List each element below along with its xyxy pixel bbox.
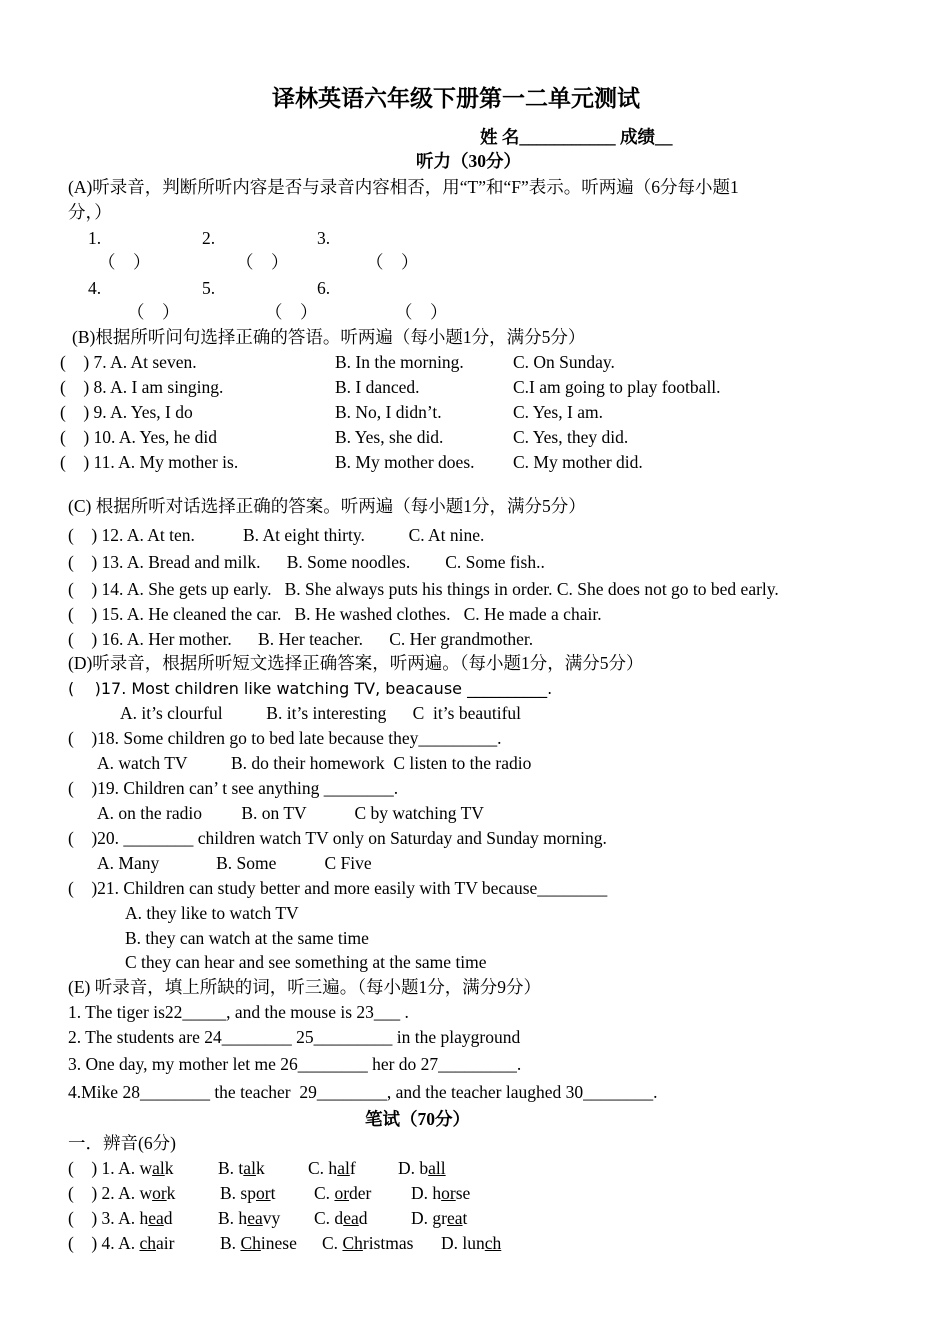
question-13: ( ) 13. A. Bread and milk. B. Some noodles. C. Some fish.. [68, 552, 545, 572]
q3-c-rest: d [358, 1208, 368, 1228]
answer-paren: （ ） [98, 252, 151, 272]
q4-d-prefix: D. lun [441, 1233, 485, 1253]
q2-c-rest: der [349, 1183, 372, 1203]
q2-a-sound: or [152, 1183, 167, 1203]
q1-b-prefix: B. t [218, 1158, 244, 1178]
q3-b-rest: vy [262, 1208, 281, 1228]
question-17-options: A. it’s clourful B. it’s interesting C it’s beautiful [120, 703, 522, 723]
q4-b-prefix: B. [220, 1233, 241, 1253]
question-8-option-b: B. I danced. [335, 377, 420, 397]
question-17 [68, 677, 552, 700]
q4-b-rest: inese [260, 1233, 297, 1253]
q2-b-sound: or [255, 1183, 271, 1203]
q1-b-sound: al [243, 1158, 256, 1178]
question-7-option-b: B. In the morning. [335, 352, 464, 372]
q2-d-sound: or [441, 1183, 456, 1203]
q4-d-sound: ch [484, 1233, 502, 1253]
question-8-option-c: C.I am going to play football. [513, 377, 721, 397]
fill-line-2: 2. The students are 24________ 25_________ in the playground [68, 1027, 521, 1047]
q1-prefix: ( ) 1. A. w [68, 1158, 153, 1178]
question-8: ( ) 8. A. I am singing. [60, 377, 224, 397]
q1-c-rest: f [349, 1158, 356, 1178]
q2-prefix: ( ) 2. A. w [68, 1183, 153, 1203]
question-21-option-b: B. they can watch at the same time [125, 928, 369, 948]
question-20-options: A. Many B. Some C Five [97, 853, 372, 873]
q3-b-sound: ea [247, 1208, 263, 1228]
question-9-option-b: B. No, I didn’t. [335, 402, 442, 422]
question-16: ( ) 16. A. Her mother. B. Her teacher. C. Her grandmother. [68, 629, 534, 649]
phonics-q3-option-b [218, 1207, 280, 1229]
phonics-question-4 [68, 1232, 174, 1254]
q2-c-sound: or [334, 1183, 350, 1203]
question-9: ( ) 9. A. Yes, I do [60, 402, 193, 422]
phonics-q1-option-b [218, 1157, 265, 1179]
phonics-q3-option-c [314, 1207, 367, 1229]
answer-paren: （ ） [395, 302, 448, 322]
q1-a-sound: al [152, 1158, 165, 1178]
phonics-question-1 [68, 1157, 173, 1179]
question-9-option-c: C. Yes, I am. [513, 402, 603, 422]
phonics-q2-option-d [411, 1182, 470, 1204]
question-7-option-c: C. On Sunday. [513, 352, 615, 372]
phonics-question-2 [68, 1182, 175, 1204]
phonics-q1-option-d [398, 1157, 446, 1179]
q3-d-prefix: D. gr [411, 1208, 447, 1228]
page-title: 译林英语六年级下册第一二单元测试 [272, 86, 640, 111]
question-18-options: A. watch TV B. do their homework C listen to the radio [97, 753, 532, 773]
item-number: 1. [88, 228, 102, 248]
phonics-q4-option-d [441, 1232, 501, 1254]
item-number: 5. [202, 278, 216, 298]
phonics-q4-option-c [322, 1232, 413, 1254]
section-1-heading: 一．辨音(6分) [68, 1133, 176, 1153]
question-18: ( )18. Some children go to bed late because they_________. [68, 728, 502, 748]
question-11-option-c: C. My mother did. [513, 452, 643, 472]
answer-paren: （ ） [366, 252, 419, 272]
q1-c-sound: al [337, 1158, 350, 1178]
item-number: 3. [317, 228, 331, 248]
q3-prefix: ( ) 3. A. h [68, 1208, 149, 1228]
question-14: ( ) 14. A. She gets up early. B. She always puts his things in order. C. She does not go to bed early. [68, 579, 779, 599]
item-number: 4. [88, 278, 102, 298]
listening-heading: 听力（30分） [416, 151, 521, 171]
q4-a-rest: air [155, 1233, 175, 1253]
q3-a-sound: ea [148, 1208, 164, 1228]
q3-c-prefix: C. d [314, 1208, 344, 1228]
phonics-q4-option-b [220, 1232, 297, 1254]
q4-prefix: ( ) 4. A. [68, 1233, 140, 1253]
question-20: ( )20. ________ children watch TV only on Saturday and Sunday morning. [68, 828, 607, 848]
q1-a-rest: k [164, 1158, 174, 1178]
answer-paren: （ ） [236, 252, 289, 272]
phonics-q1-option-c [308, 1157, 356, 1179]
q3-d-rest: t [462, 1208, 468, 1228]
q4-c-rest: ristmas [362, 1233, 414, 1253]
q4-a-sound: ch [139, 1233, 156, 1253]
answer-paren: （ ） [265, 302, 318, 322]
q2-b-prefix: B. sp [220, 1183, 256, 1203]
phonics-q2-option-c [314, 1182, 371, 1204]
section-e-instruction: (E) 听录音，填上所缺的词，听三遍。（每小题1分，满分9分） [68, 977, 541, 997]
q4-b-sound: Ch [240, 1233, 261, 1253]
fill-line-3: 3. One day, my mother let me 26________ her do 27_________. [68, 1054, 522, 1074]
q3-b-prefix: B. h [218, 1208, 248, 1228]
name-score-line: 姓 名___________ 成绩__ [480, 127, 673, 147]
question-10-option-b: B. Yes, she did. [335, 427, 444, 447]
q3-a-rest: d [163, 1208, 173, 1228]
fill-line-1: 1. The tiger is22_____, and the mouse is 23___ . [68, 1002, 409, 1022]
phonics-question-3 [68, 1207, 173, 1229]
question-21-option-a: A. they like to watch TV [125, 903, 299, 923]
q3-d-sound: ea [446, 1208, 463, 1228]
question-17-text: ( )17. Most children like watching TV, beacause __________. [68, 679, 553, 698]
fill-line-4: 4.Mike 28________ the teacher 29________, and the teacher laughed 30________. [68, 1082, 658, 1102]
q1-c-prefix: C. h [308, 1158, 338, 1178]
q3-c-sound: ea [343, 1208, 359, 1228]
question-7: ( ) 7. A. At seven. [60, 352, 197, 372]
section-a-instruction-cont: 分，） [68, 202, 112, 222]
item-number: 6. [317, 278, 331, 298]
question-11: ( ) 11. A. My mother is. [60, 452, 239, 472]
question-21: ( )21. Children can study better and more easily with TV because________ [68, 878, 608, 898]
section-c-instruction: (C) 根据所听对话选择正确的答案。听两遍（每小题1分，满分5分） [68, 496, 586, 516]
answer-paren: （ ） [127, 302, 180, 322]
q1-d-prefix: D. b [398, 1158, 429, 1178]
section-b-instruction: (B)根据所听问句选择正确的答语。听两遍（每小题1分，满分5分） [72, 327, 586, 347]
phonics-q3-option-d [411, 1207, 467, 1229]
question-19: ( )19. Children can’ t see anything ________. [68, 778, 399, 798]
question-11-option-b: B. My mother does. [335, 452, 475, 472]
question-15: ( ) 15. A. He cleaned the car. B. He washed clothes. C. He made a chair. [68, 604, 602, 624]
question-10-option-c: C. Yes, they did. [513, 427, 629, 447]
question-21-option-c: C they can hear and see something at the same time [125, 952, 487, 972]
question-19-options: A. on the radio B. on TV C by watching TV [97, 803, 484, 823]
section-d-instruction: (D)听录音，根据所听短文选择正确答案，听两遍。（每小题1分，满分5分） [68, 653, 644, 673]
question-10: ( ) 10. A. Yes, he did [60, 427, 218, 447]
written-heading: 笔试（70分） [365, 1109, 470, 1129]
q1-d-sound: all [428, 1158, 446, 1178]
q2-b-rest: t [270, 1183, 276, 1203]
question-12: ( ) 12. A. At ten. B. At eight thirty. C. At nine. [68, 525, 485, 545]
phonics-q2-option-b [220, 1182, 275, 1204]
item-number: 2. [202, 228, 216, 248]
q1-b-rest: k [255, 1158, 265, 1178]
q2-a-rest: k [166, 1183, 176, 1203]
q4-c-sound: Ch [342, 1233, 363, 1253]
q2-c-prefix: C. [314, 1183, 335, 1203]
q4-c-prefix: C. [322, 1233, 343, 1253]
q2-d-rest: se [455, 1183, 471, 1203]
q2-d-prefix: D. h [411, 1183, 442, 1203]
section-a-instruction: (A)听录音，判断所听内容是否与录音内容相否，用“T”和“F”表示。听两遍（6分每小题1 [68, 177, 739, 197]
